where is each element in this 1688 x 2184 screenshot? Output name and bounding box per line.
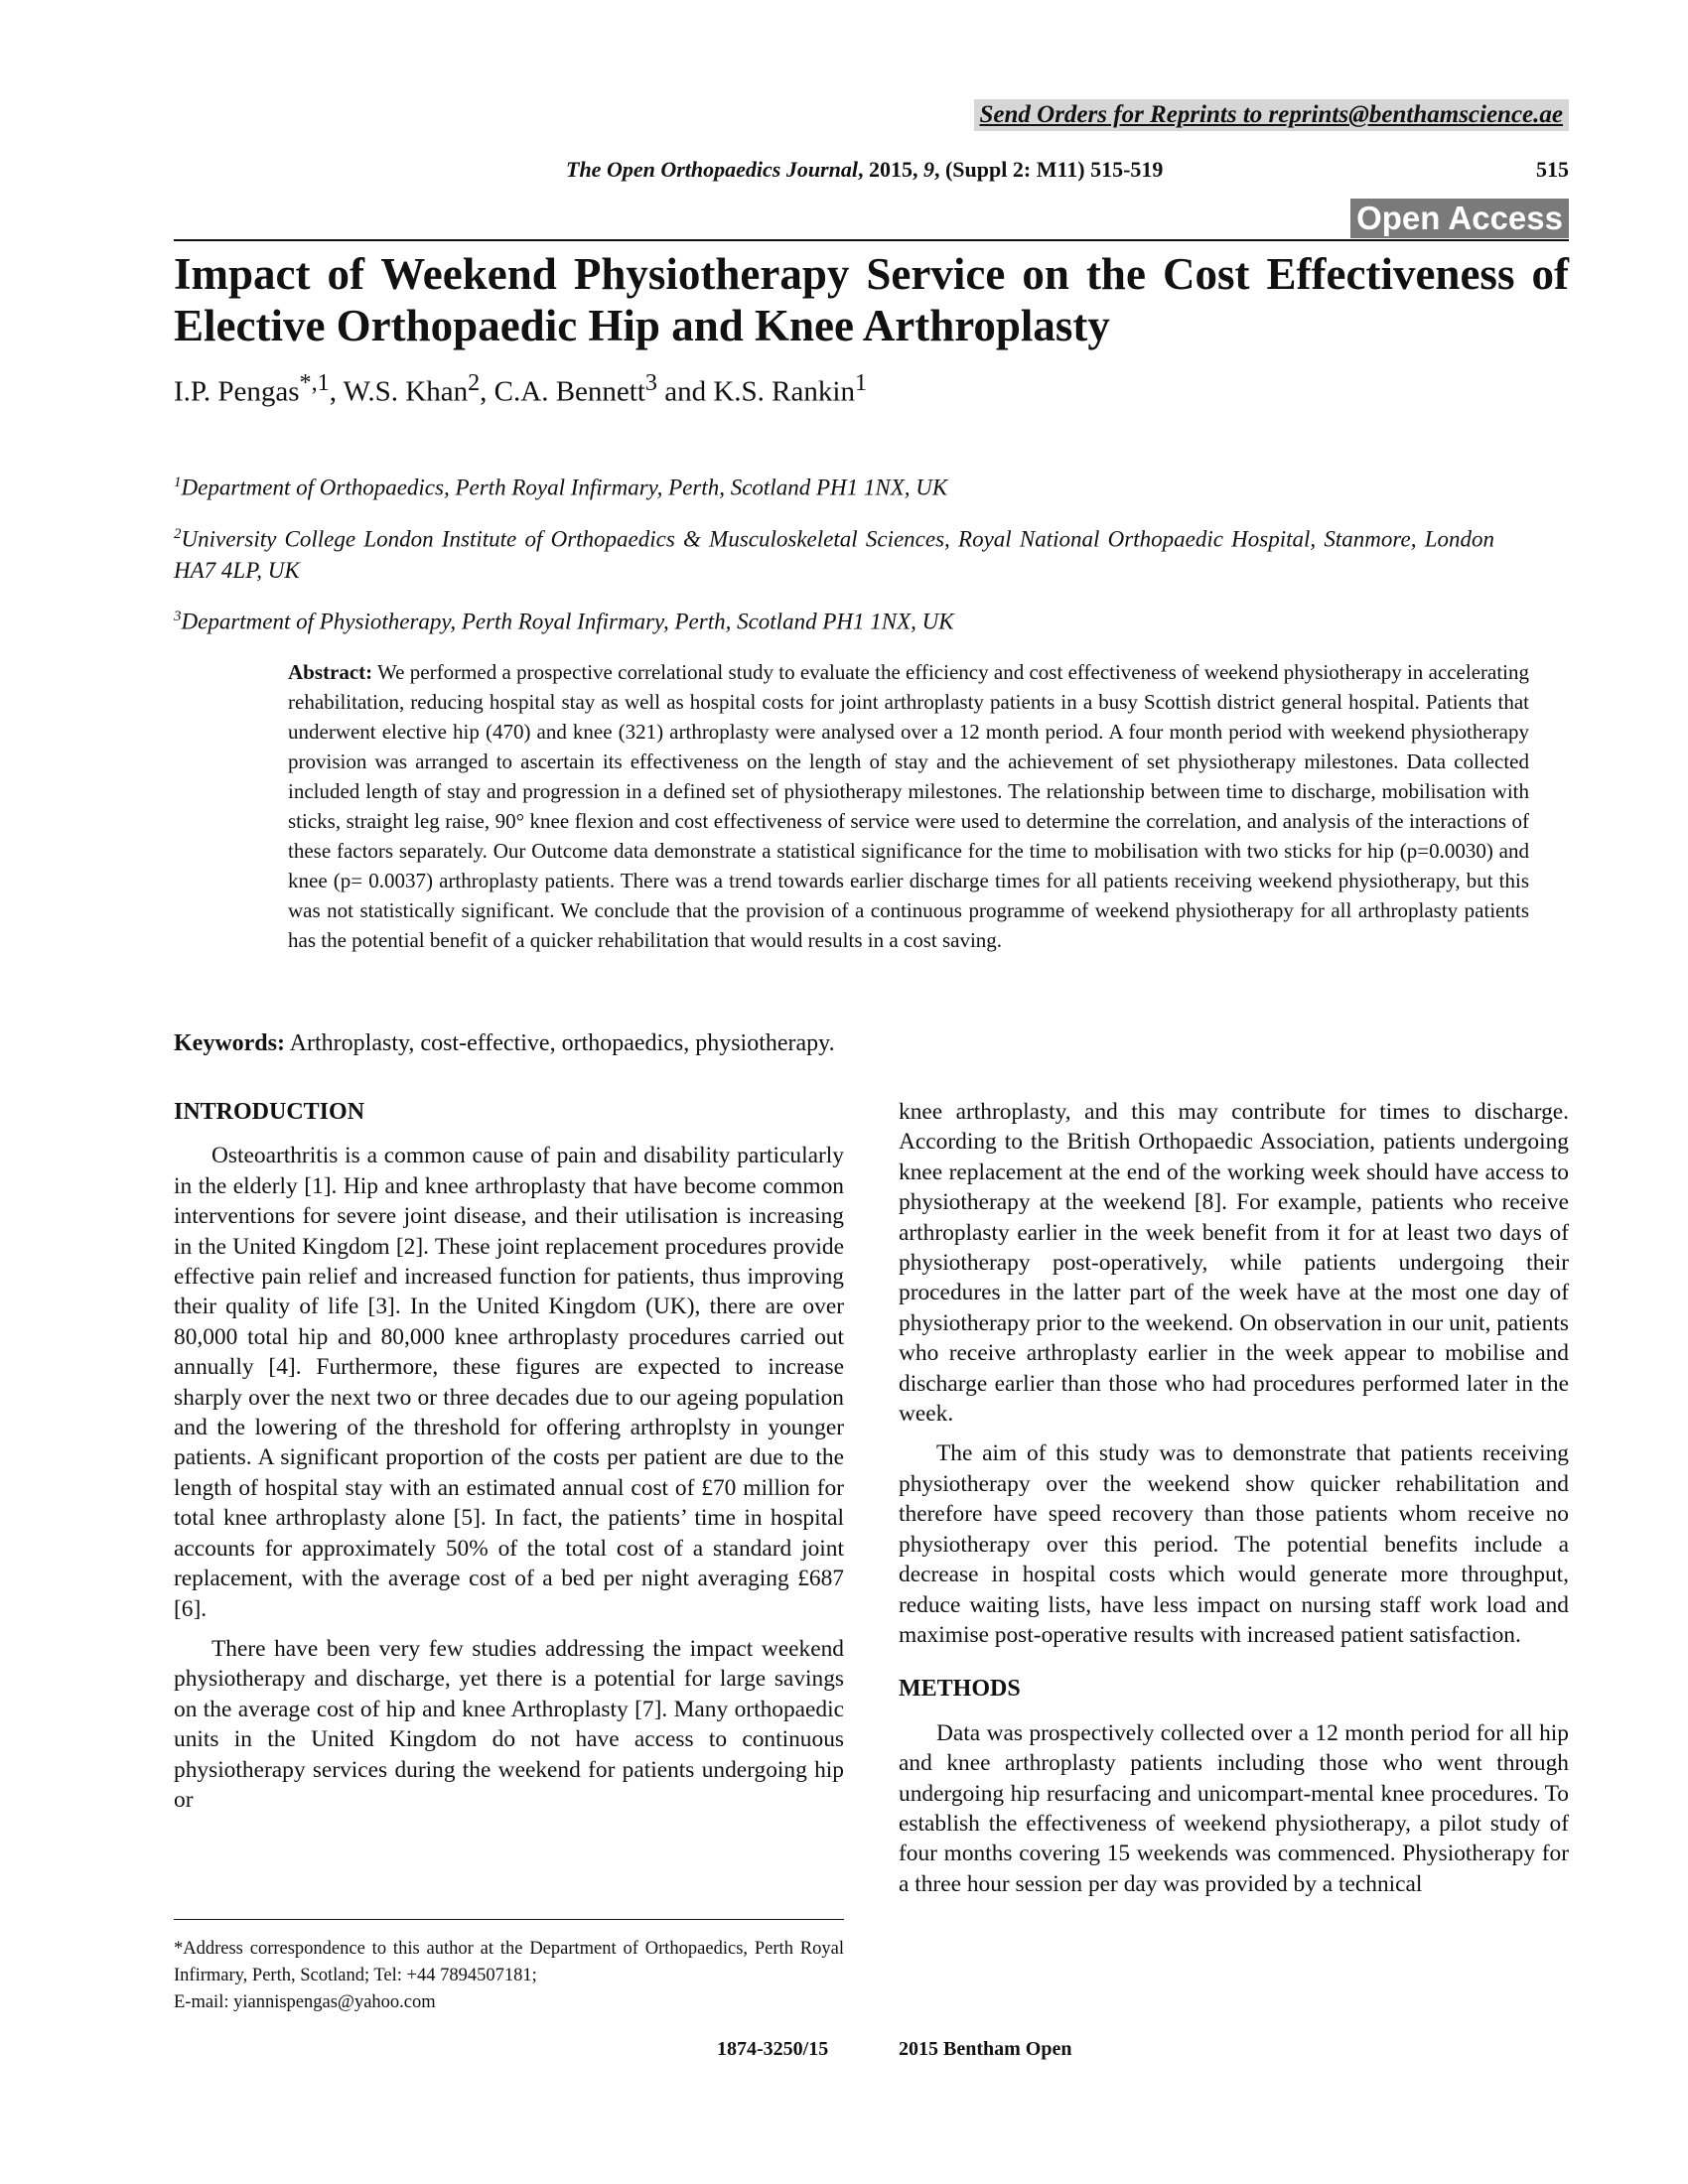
affiliation-number: 1 — [174, 475, 182, 490]
journal-year: , 2015, — [857, 157, 923, 182]
author-affiliation-mark: 1 — [854, 369, 868, 396]
author-name: K.S. Rankin — [713, 375, 855, 408]
affiliation-item — [174, 518, 1494, 588]
affiliation-text: Department of Orthopaedics, Perth Royal Infirmary, Perth, Scotland PH1 1NX, UK — [181, 475, 948, 500]
keywords — [174, 1030, 835, 1057]
author-list — [174, 369, 867, 409]
author-separator: , — [329, 375, 344, 408]
paragraph: Data was prospectively collected over a 12 month period for all hip and knee arthroplasty patients including those who went through undergoing hip resurfacing and unicompart-mental knee procedures. To establish the effectiveness of weekend physiotherapy, a pilot study of four months covering 15 weekends was commenced. Physiotherapy for a three hour session per day was provided by a technical — [899, 1719, 1569, 1897]
author-separator: , — [480, 375, 494, 408]
right-column — [899, 1097, 1569, 1909]
publisher-copyright: 2015 Bentham Open — [899, 2038, 1072, 2060]
article-title: Impact of Weekend Physiotherapy Service on the Cost Effectiveness of Elective Orthopaedic Hip and Knee Arthroplasty — [174, 249, 1569, 350]
keywords-text: Arthroplasty, cost-effective, orthopaedics, physiotherapy. — [289, 1030, 835, 1056]
header-divider — [174, 239, 1569, 241]
affiliation-item — [174, 601, 1494, 638]
affiliations — [174, 467, 1494, 652]
author-name: C.A. Bennett — [493, 375, 645, 408]
affiliation-text: Department of Physiotherapy, Perth Royal Infirmary, Perth, Scotland PH1 1NX, UK — [181, 609, 954, 634]
abstract-label: Abstract: — [288, 660, 373, 684]
author-affiliation-mark: *,1 — [299, 369, 330, 396]
journal-citation — [566, 157, 1163, 183]
abstract — [288, 657, 1529, 955]
author-name: I.P. Pengas — [174, 375, 300, 408]
affiliation-item — [174, 467, 1494, 504]
affiliation-text: University College London Institute of Orthopaedics & Musculoskeletal Sciences, Royal National Orthopaedic Hospital, Stanmore, London HA7 4LP, UK — [174, 526, 1494, 584]
issn: 1874-3250/15 — [717, 2038, 829, 2060]
section-heading-methods: METHODS — [899, 1676, 1021, 1703]
journal-volume: 9 — [922, 157, 934, 182]
journal-name: The Open Orthopaedics Journal — [566, 157, 858, 182]
author-name: W.S. Khan — [343, 375, 469, 408]
author-separator: and — [656, 375, 714, 408]
footnote-email[interactable]: E-mail: yiannispengas@yahoo.com — [174, 1992, 436, 2012]
left-column — [174, 1097, 844, 1825]
footnote-divider — [174, 1919, 844, 1920]
author-affiliation-mark: 3 — [644, 369, 657, 396]
footnote-address: *Address correspondence to this author at the Department of Orthopaedics, Perth Royal Infirmary, Perth, Scotland; Tel: +44 7894507181; — [174, 1939, 844, 1985]
page-number: 515 — [1536, 157, 1569, 182]
paragraph: knee arthroplasty, and this may contribute for times to discharge. According to the British Orthopaedic Association, patients undergoing knee replacement at the end of the working week should have access to physiotherapy at the weekend [8]. For example, patients who receive arthroplasty earlier in the week benefit from it for at least two days of physiotherapy post-operatively, while patients undergoing their procedures in the latter part of the week have at the most one day of physiotherapy prior to the weekend. On observation in our unit, patients who receive arthroplasty earlier in the week appear to mobilise and discharge earlier than those who had procedures performed later in the week. — [899, 1099, 1569, 1428]
correspondence-footnote — [174, 1936, 844, 2016]
section-heading-introduction: INTRODUCTION — [174, 1099, 365, 1125]
open-access-badge: Open Access — [1350, 199, 1569, 238]
reprints-notice[interactable]: Send Orders for Reprints to reprints@benthamscience.ae — [974, 99, 1570, 131]
author-affiliation-mark: 2 — [468, 369, 481, 396]
affiliation-number: 3 — [174, 609, 182, 625]
paragraph: The aim of this study was to demonstrate that patients receiving physiotherapy over the weekend show quicker rehabilitation and therefore have speed recovery than those patients whom receive no physiotherapy over this period. The potential benefits include a decrease in hospital costs which would generate more throughput, reduce waiting lists, have less impact on nursing staff work load and maximise post-operative results with increased patient satisfaction. — [899, 1440, 1569, 1648]
paragraph: There have been very few studies addressing the impact weekend physiotherapy and discharge, yet there is a potential for large savings on the average cost of hip and knee Arthroplasty [7]. Many orthopaedic units in the United Kingdom do not have access to continuous physiotherapy services during the weekend for patients undergoing hip or — [174, 1635, 844, 1813]
affiliation-number: 2 — [174, 525, 182, 542]
abstract-text: We performed a prospective correlational study to evaluate the efficiency and cost effectiveness of weekend physiotherapy in accelerating rehabilitation, reducing hospital stay as well as hospital costs for joint arthroplasty patients in a busy Scottish district general hospital. Patients that underwent elective hip (470) and knee (321) arthroplasty were analysed over a 12 month period. A four month period with weekend physiotherapy provision was arranged to ascertain its effectiveness on the length of stay and the achievement of set physiotherapy milestones. Data collected included length of stay and progression in a defined set of physiotherapy milestones. The relationship between time to discharge, mobilisation with sticks, straight leg raise, 90° knee flexion and cost effectiveness of service were used to determine the correlation, and analysis of the interactions of these factors separately. Our Outcome data demonstrate a statistical significance for the time to mobilisation with two sticks for hip (p=0.0030) and knee (p= 0.0037) arthroplasty patients. There was a trend towards earlier discharge times for all patients receiving weekend physiotherapy, but this was not statistically significant. We conclude that the provision of a continuous programme of weekend physiotherapy for all arthroplasty patients has the potential benefit of a quicker rehabilitation that would results in a cost saving. — [288, 660, 1529, 952]
keywords-label: Keywords: — [174, 1030, 285, 1056]
paragraph: Osteoarthritis is a common cause of pain and disability particularly in the elderly [1]. Hip and knee arthroplasty that have become common interventions for severe joint disease, and their utilisation is increasing in the United Kingdom [2]. These joint replacement procedures provide effective pain relief and increased function for patients, thus improving their quality of life [3]. In the United Kingdom (UK), there are over 80,000 total hip and 80,000 knee arthroplasty procedures carried out annually [4]. Furthermore, these figures are expected to increase sharply over the next two or three decades due to our ageing population and the lowering of the threshold for offering arthroplsty in younger patients. A significant proportion of the costs per patient are due to the length of hospital stay with an estimated annual cost of £70 million for total knee arthroplasty alone [5]. In fact, the patients’ time in hospital accounts for approximately 50% of the total cost of a standard joint replacement, with the average cost of a bed per night averaging £687 [6]. — [174, 1143, 844, 1622]
journal-issue-pages: , (Suppl 2: M11) 515-519 — [933, 157, 1164, 182]
